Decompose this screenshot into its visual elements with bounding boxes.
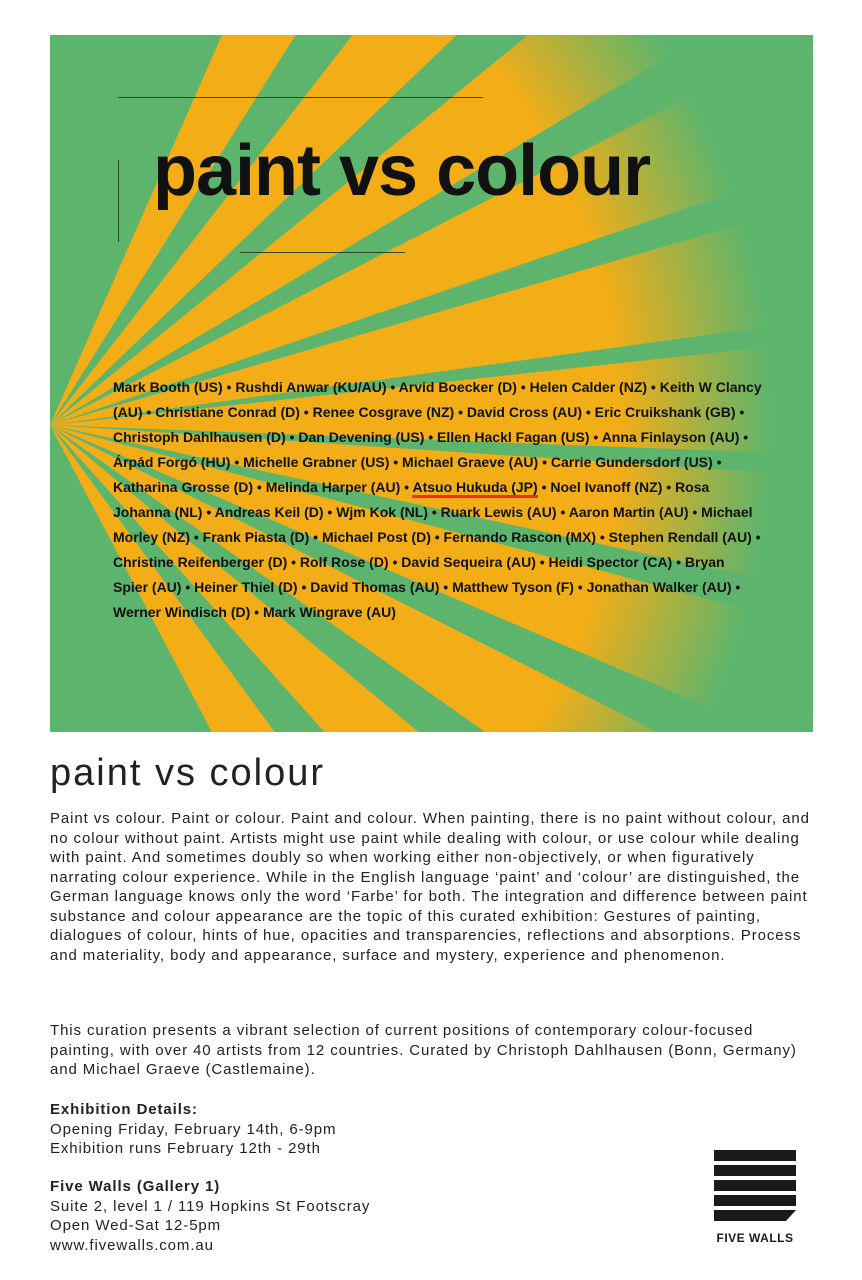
venue-heading: Five Walls (Gallery 1) bbox=[50, 1178, 221, 1195]
artist-list-part: • Noel Ivanoff (NZ) • Rosa Johanna (NL) • Andreas Keil (D) • Wjm Kok (NL) • Ruark Lewis (AU) • Aaron Martin (AU) • Michael Morley (NZ) • Frank Piasta (D) • Michael Post (D) • Fernando Rascon (MX) • Stephen Rendall (AU) • Christine Reifenberger (D) • Rolf Rose (D) • David Sequeira (AU) • Heidi Spector (CA) • Bryan Spier (AU) • Heiner Thiel (D) • David Thomas (AU) • Matthew Tyson (F) • Jonathan Walker (AU) • Werner Windisch (D) • Mark Wingrave (AU) bbox=[113, 479, 761, 620]
poster-title: paint vs colour bbox=[153, 131, 651, 211]
exhibition-run: Exhibition runs February 12th - 29th bbox=[50, 1140, 321, 1157]
curation-paragraph: This curation presents a vibrant selection of current positions of contemporary colour-focused painting, with over 40 artists from 12 countries. Curated by Christoph Dahlhausen (Bonn, Germany) and Michael Graeve (Castlemaine). bbox=[50, 1022, 797, 1078]
exhibition-poster bbox=[50, 35, 813, 732]
exhibition-details bbox=[50, 1100, 470, 1159]
opening-time: Opening Friday, February 14th, 6-9pm bbox=[50, 1120, 337, 1138]
frame-bottom-line bbox=[240, 252, 405, 253]
venue-address: Suite 2, level 1 / 119 Hopkins St Footscray bbox=[50, 1197, 371, 1215]
page-title: paint vs colour bbox=[50, 752, 326, 794]
logo-text: FIVE WALLS bbox=[716, 1231, 794, 1245]
artist-list-part: Mark Booth (US) • Rushdi Anwar (KU/AU) • Arvid Boecker (D) • Helen Calder (NZ) • Keith W Clancy (AU) • Christiane Conrad (D) • Renee Cosgrave (NZ) • David Cross (AU) • Eric Cruikshank (GB) • Christoph Dahlhausen (D) • Dan Devening (US) • Ellen Hackl Fagan (US) • Anna Finlayson (AU) • Árpád Forgó (HU) • Michelle Grabner (US) • Michael Graeve (AU) • Carrie Gundersdorf (US) • Katharina Grosse (D) • Melinda Harper (AU) • bbox=[113, 379, 762, 495]
description-paragraph: Paint vs colour. Paint or colour. Paint and colour. When painting, there is no paint without colour, and no colour without paint. Artists might use paint while dealing with colour, or use colour while dealing with paint. And sometimes doubly so when working either non-objectively, or when figuratively narrating colour experience. While in the English language ‘paint’ and ‘colour’ are distinguished, the German language knows only the word ‘Farbe’ for both. The integration and difference between paint substance and colour appearance are the topic of this curated exhibition: Gestures of painting, dialogues of colour, hints of hue, opacities and transparencies, reflections and absorptions. Process and materiality, body and appearance, surface and mystery, experience and phenomenon. bbox=[50, 810, 810, 964]
frame-left-line bbox=[118, 160, 119, 242]
venue-hours: Open Wed-Sat 12-5pm bbox=[50, 1217, 222, 1234]
venue-website[interactable]: www.fivewalls.com.au bbox=[50, 1236, 214, 1254]
artist-list bbox=[113, 375, 763, 625]
frame-top-line bbox=[118, 97, 483, 98]
exhibition-heading: Exhibition Details: bbox=[50, 1101, 198, 1118]
highlighted-artist: Atsuo Hukuda (JP) bbox=[412, 479, 537, 498]
venue-details bbox=[50, 1177, 470, 1255]
